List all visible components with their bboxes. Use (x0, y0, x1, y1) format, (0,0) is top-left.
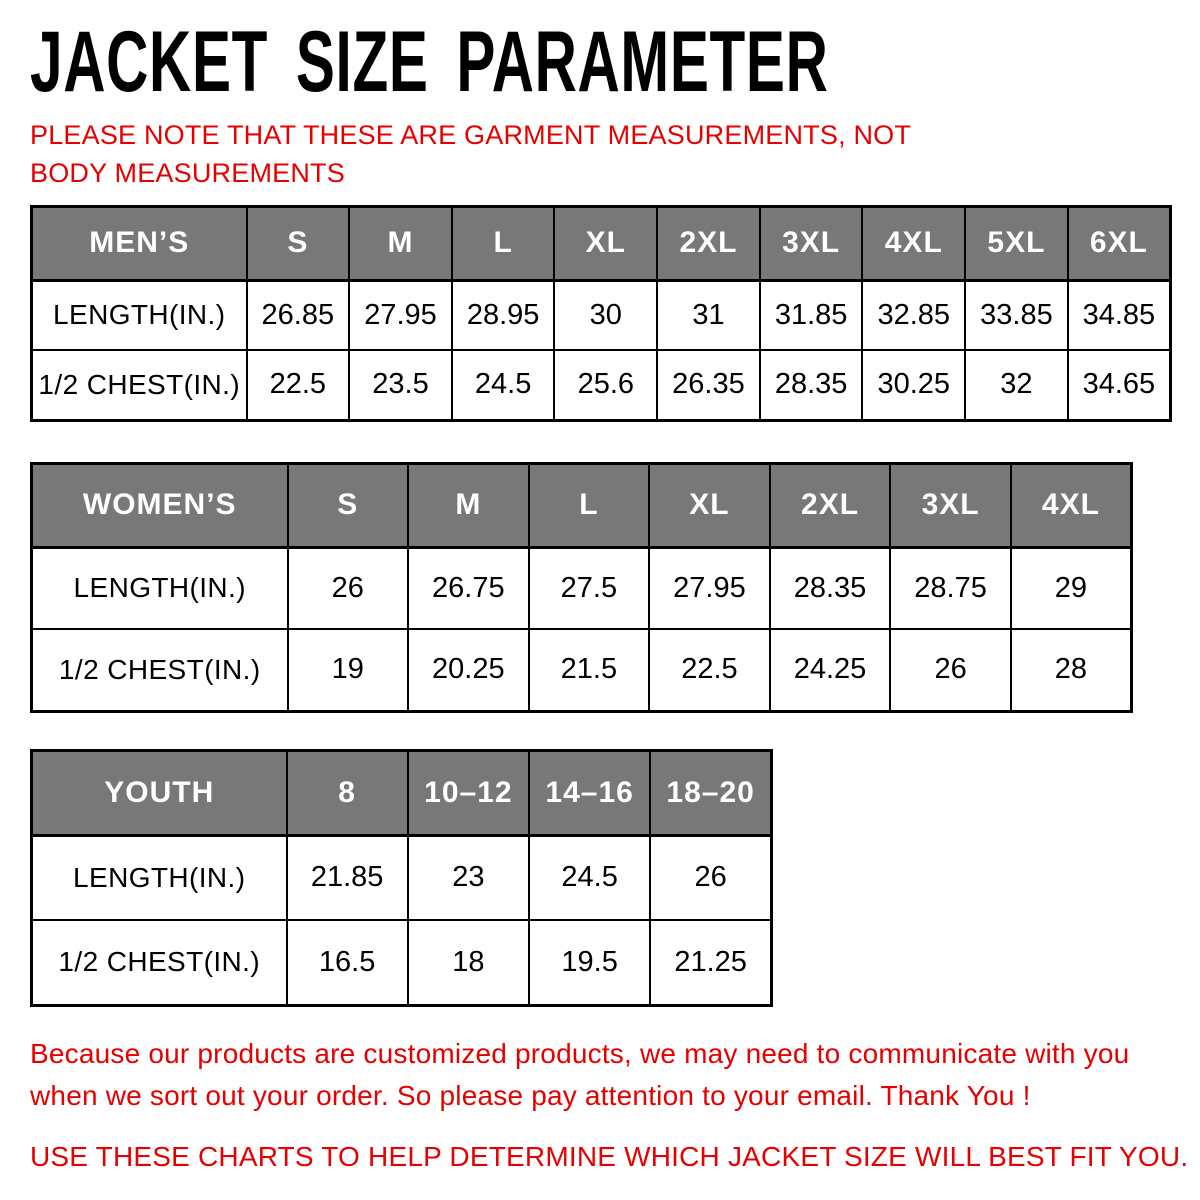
size-column-header: 3XL (890, 463, 1011, 547)
value-cell: 19.5 (529, 920, 650, 1005)
page-title (30, 16, 1200, 108)
measurement-row (32, 629, 1132, 711)
value-cell: 26.75 (408, 547, 529, 629)
value-cell: 27.5 (529, 547, 650, 629)
size-chart-page (0, 16, 1200, 1200)
size-tables-container (30, 205, 1200, 1007)
value-cell: 29 (1011, 547, 1132, 629)
row-label-cell: LENGTH(IN.) (32, 547, 288, 629)
garment-measurement-note: PLEASE NOTE THAT THESE ARE GARMENT MEASUREMENTS, NOT BODY MEASUREMENTS (30, 120, 911, 189)
value-cell: 28.35 (770, 547, 891, 629)
row-label-cell: LENGTH(IN.) (32, 835, 287, 920)
measurement-row (32, 920, 772, 1005)
size-column-header: M (408, 463, 529, 547)
value-cell: 20.25 (408, 629, 529, 711)
size-column-header: 10–12 (408, 750, 529, 835)
measurement-row (32, 547, 1132, 629)
value-cell: 34.85 (1068, 280, 1171, 350)
value-cell: 19 (288, 629, 409, 711)
size-column-header: L (452, 206, 555, 280)
value-cell: 26 (288, 547, 409, 629)
size-column-header: XL (554, 206, 657, 280)
value-cell: 26 (890, 629, 1011, 711)
size-column-header: XL (649, 463, 770, 547)
value-cell: 28.35 (760, 350, 863, 420)
mens-size-table (30, 205, 1172, 422)
measurement-row (32, 835, 772, 920)
size-column-header: 2XL (657, 206, 760, 280)
womens-header-row (32, 463, 1132, 547)
size-column-header: 2XL (770, 463, 891, 547)
womens-size-table (30, 462, 1133, 713)
size-column-header: 3XL (760, 206, 863, 280)
value-cell: 33.85 (965, 280, 1068, 350)
value-cell: 30.25 (862, 350, 965, 420)
size-column-header: S (288, 463, 409, 547)
value-cell: 26 (650, 835, 771, 920)
value-cell: 24.25 (770, 629, 891, 711)
customization-notice: Because our products are customized products, we may need to communicate with you when we sort out your order. So please pay attention to your email. Thank You ! (30, 1037, 1130, 1111)
row-label-cell: 1/2 CHEST(IN.) (32, 920, 287, 1005)
value-cell: 27.95 (349, 280, 452, 350)
value-cell: 23.5 (349, 350, 452, 420)
size-column-header: M (349, 206, 452, 280)
row-label-cell: LENGTH(IN.) (32, 280, 247, 350)
row-label-cell: 1/2 CHEST(IN.) (32, 350, 247, 420)
measurement-row (32, 280, 1171, 350)
size-column-header: 6XL (1068, 206, 1171, 280)
size-column-header: 4XL (862, 206, 965, 280)
youth-header-row (32, 750, 772, 835)
womens-table-title: WOMEN’S (32, 463, 288, 547)
value-cell: 28 (1011, 629, 1132, 711)
size-column-header: 4XL (1011, 463, 1132, 547)
size-column-header: 5XL (965, 206, 1068, 280)
chart-usage-advice: USE THESE CHARTS TO HELP DETERMINE WHICH JACKET SIZE WILL BEST FIT YOU. (30, 1140, 1189, 1172)
value-cell: 32.85 (862, 280, 965, 350)
value-cell: 28.95 (452, 280, 555, 350)
value-cell: 24.5 (452, 350, 555, 420)
mens-header-row (32, 206, 1171, 280)
measurement-row (32, 350, 1171, 420)
youth-table-title: YOUTH (32, 750, 287, 835)
value-cell: 25.6 (554, 350, 657, 420)
value-cell: 32 (965, 350, 1068, 420)
value-cell: 21.85 (287, 835, 408, 920)
value-cell: 24.5 (529, 835, 650, 920)
value-cell: 21.25 (650, 920, 771, 1005)
value-cell: 22.5 (649, 629, 770, 711)
value-cell: 34.65 (1068, 350, 1171, 420)
value-cell: 26.85 (247, 280, 350, 350)
youth-size-table (30, 749, 773, 1007)
value-cell: 31.85 (760, 280, 863, 350)
value-cell: 22.5 (247, 350, 350, 420)
value-cell: 16.5 (287, 920, 408, 1005)
mens-table-title: MEN’S (32, 206, 247, 280)
size-column-header: L (529, 463, 650, 547)
size-column-header: 18–20 (650, 750, 771, 835)
value-cell: 26.35 (657, 350, 760, 420)
page-title-text: JACKET SIZE PARAMETER (30, 14, 829, 110)
value-cell: 30 (554, 280, 657, 350)
size-column-header: 8 (287, 750, 408, 835)
row-label-cell: 1/2 CHEST(IN.) (32, 629, 288, 711)
size-column-header: 14–16 (529, 750, 650, 835)
value-cell: 18 (408, 920, 529, 1005)
value-cell: 27.95 (649, 547, 770, 629)
value-cell: 31 (657, 280, 760, 350)
value-cell: 28.75 (890, 547, 1011, 629)
value-cell: 23 (408, 835, 529, 920)
value-cell: 21.5 (529, 629, 650, 711)
size-column-header: S (247, 206, 350, 280)
